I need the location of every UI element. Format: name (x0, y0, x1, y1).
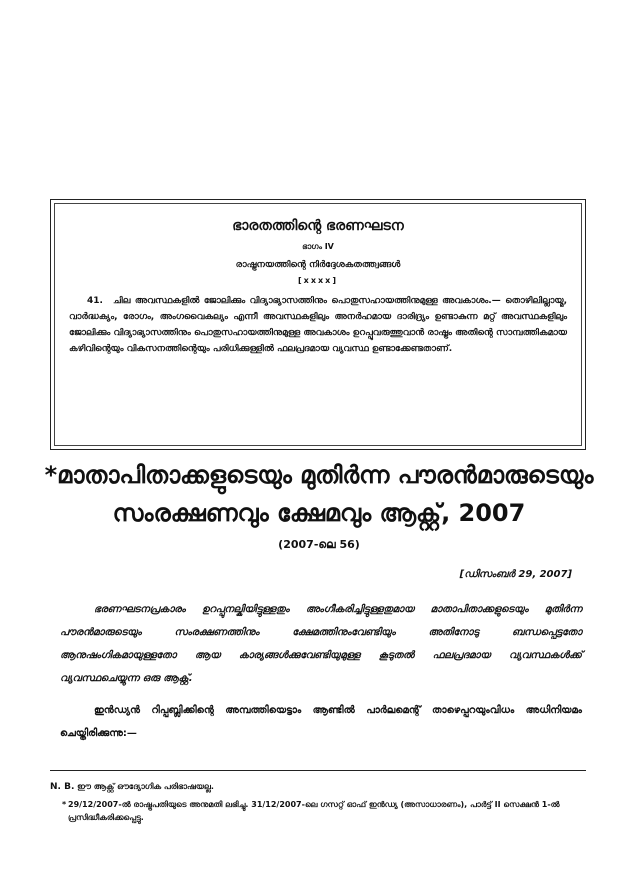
act-number: (2007-ലെ 56) (278, 538, 360, 551)
omission-marker: [xxxx] (298, 276, 338, 285)
assent-text: 29/12/2007-ൽ രാഷ്ട്രപതിയുടെ അനുമതി ലഭിച്ചു. 31/12/2007-ലെ ഗസറ്റ് ഓഫ് ഇൻഡ്യ (അസാധാരണം), പാർട്ട് II സെക്ഷൻ 1-ൽ പ്രസിദ്ധീകരിക്കപ്പെട്ടു. (68, 800, 560, 822)
footnote-assent (50, 798, 586, 824)
footnote-divider (50, 770, 586, 771)
constitution-part: ഭാഗം IV (302, 242, 334, 251)
act-title: *മാതാപിതാക്കളുടെയും മുതിർന്ന പൗരൻമാരുടെയും സംരക്ഷണവും ക്ഷേമവും ആക്റ്റ്, 2007 (44, 461, 594, 527)
nb-text: ഈ ആക്റ്റ് ഔദ്യോഗിക പരിഭാഷയല്ല. (77, 782, 214, 791)
footnote-asterisk: * (62, 800, 67, 809)
constitution-excerpt-box (50, 199, 586, 450)
nb-label: N. B. (50, 782, 75, 792)
constitution-title: ഭാരതത്തിന്റെ ഭരണഘടന (232, 218, 404, 234)
constitution-part-subtitle: രാഷ്ട്രനയത്തിന്റെ നിർദ്ദേശകതത്ത്വങ്ങൾ (235, 260, 401, 270)
act-preamble: ഭരണഘടനപ്രകാരം ഉറപ്പുനല്കിയിട്ടുള്ളതും അംഗീകരിച്ചിട്ടുള്ളതുമായ മാതാപിതാക്കളുടെയും മുതിർന്ന പൗരൻമാരുടെയും സംരക്ഷണത്തിനും ക്ഷേമത്തിനുംവേണ്ടിയും അതിനോടു ബന്ധപ്പെട്ടതോ ആനുഷംഗികമായുള്ളതോ ആയ കാര്യങ്ങൾക്കുവേണ്ടിയുമുള്ള കൂടുതൽ ഫലപ്രദമായ വ്യവസ്ഥകൾക്ക് വ്യവസ്ഥചെയ്യുന്ന ഒരു ആക്റ്റ്. (60, 604, 582, 684)
article-41-paragraph (69, 293, 567, 357)
enacting-clause: ഇൻഡ്യൻ റിപ്പബ്ലിക്കിന്റെ അമ്പത്തിയെട്ടാം ആണ്ടിൽ പാർലമെന്റ് താഴെപ്പറയുംവിധം അധിനിയമം ചെയ്തിരിക്കുന്നു:— (60, 705, 582, 739)
constitution-excerpt-inner (54, 203, 582, 446)
footnote-nb (50, 780, 586, 794)
article-text: ചില അവസ്ഥകളിൽ ജോലിക്കും വിദ്യാഭ്യാസത്തിനും പൊതുസഹായത്തിനുമുള്ള അവകാശം.— തൊഴിലില്ലായ്മ, വാർദ്ധക്യം, രോഗം, അംഗവൈകല്യം എന്നീ അവസ്ഥകളിലും അനർഹമായ ദാരിദ്ര്യം ഉണ്ടാകുന്ന മറ്റ് അവസ്ഥകളിലും ജോലിക്കും വിദ്യാഭ്യാസത്തിനും പൊതുസഹായത്തിനുമുള്ള അവകാശം ഉറപ്പുവരുത്തുവാൻ രാഷ്ട്രം അതിന്റെ സാമ്പത്തികമായ കഴിവിന്റെയും വികസനത്തിന്റെയും പരിധിക്കുള്ളിൽ ഫലപ്രദമായ വ്യവസ്ഥ ഉണ്ടാക്കേണ്ടതാണ്. (69, 296, 567, 354)
act-date: [ഡിസംബർ 29, 2007] (459, 569, 572, 580)
article-number: 41. (87, 296, 103, 306)
